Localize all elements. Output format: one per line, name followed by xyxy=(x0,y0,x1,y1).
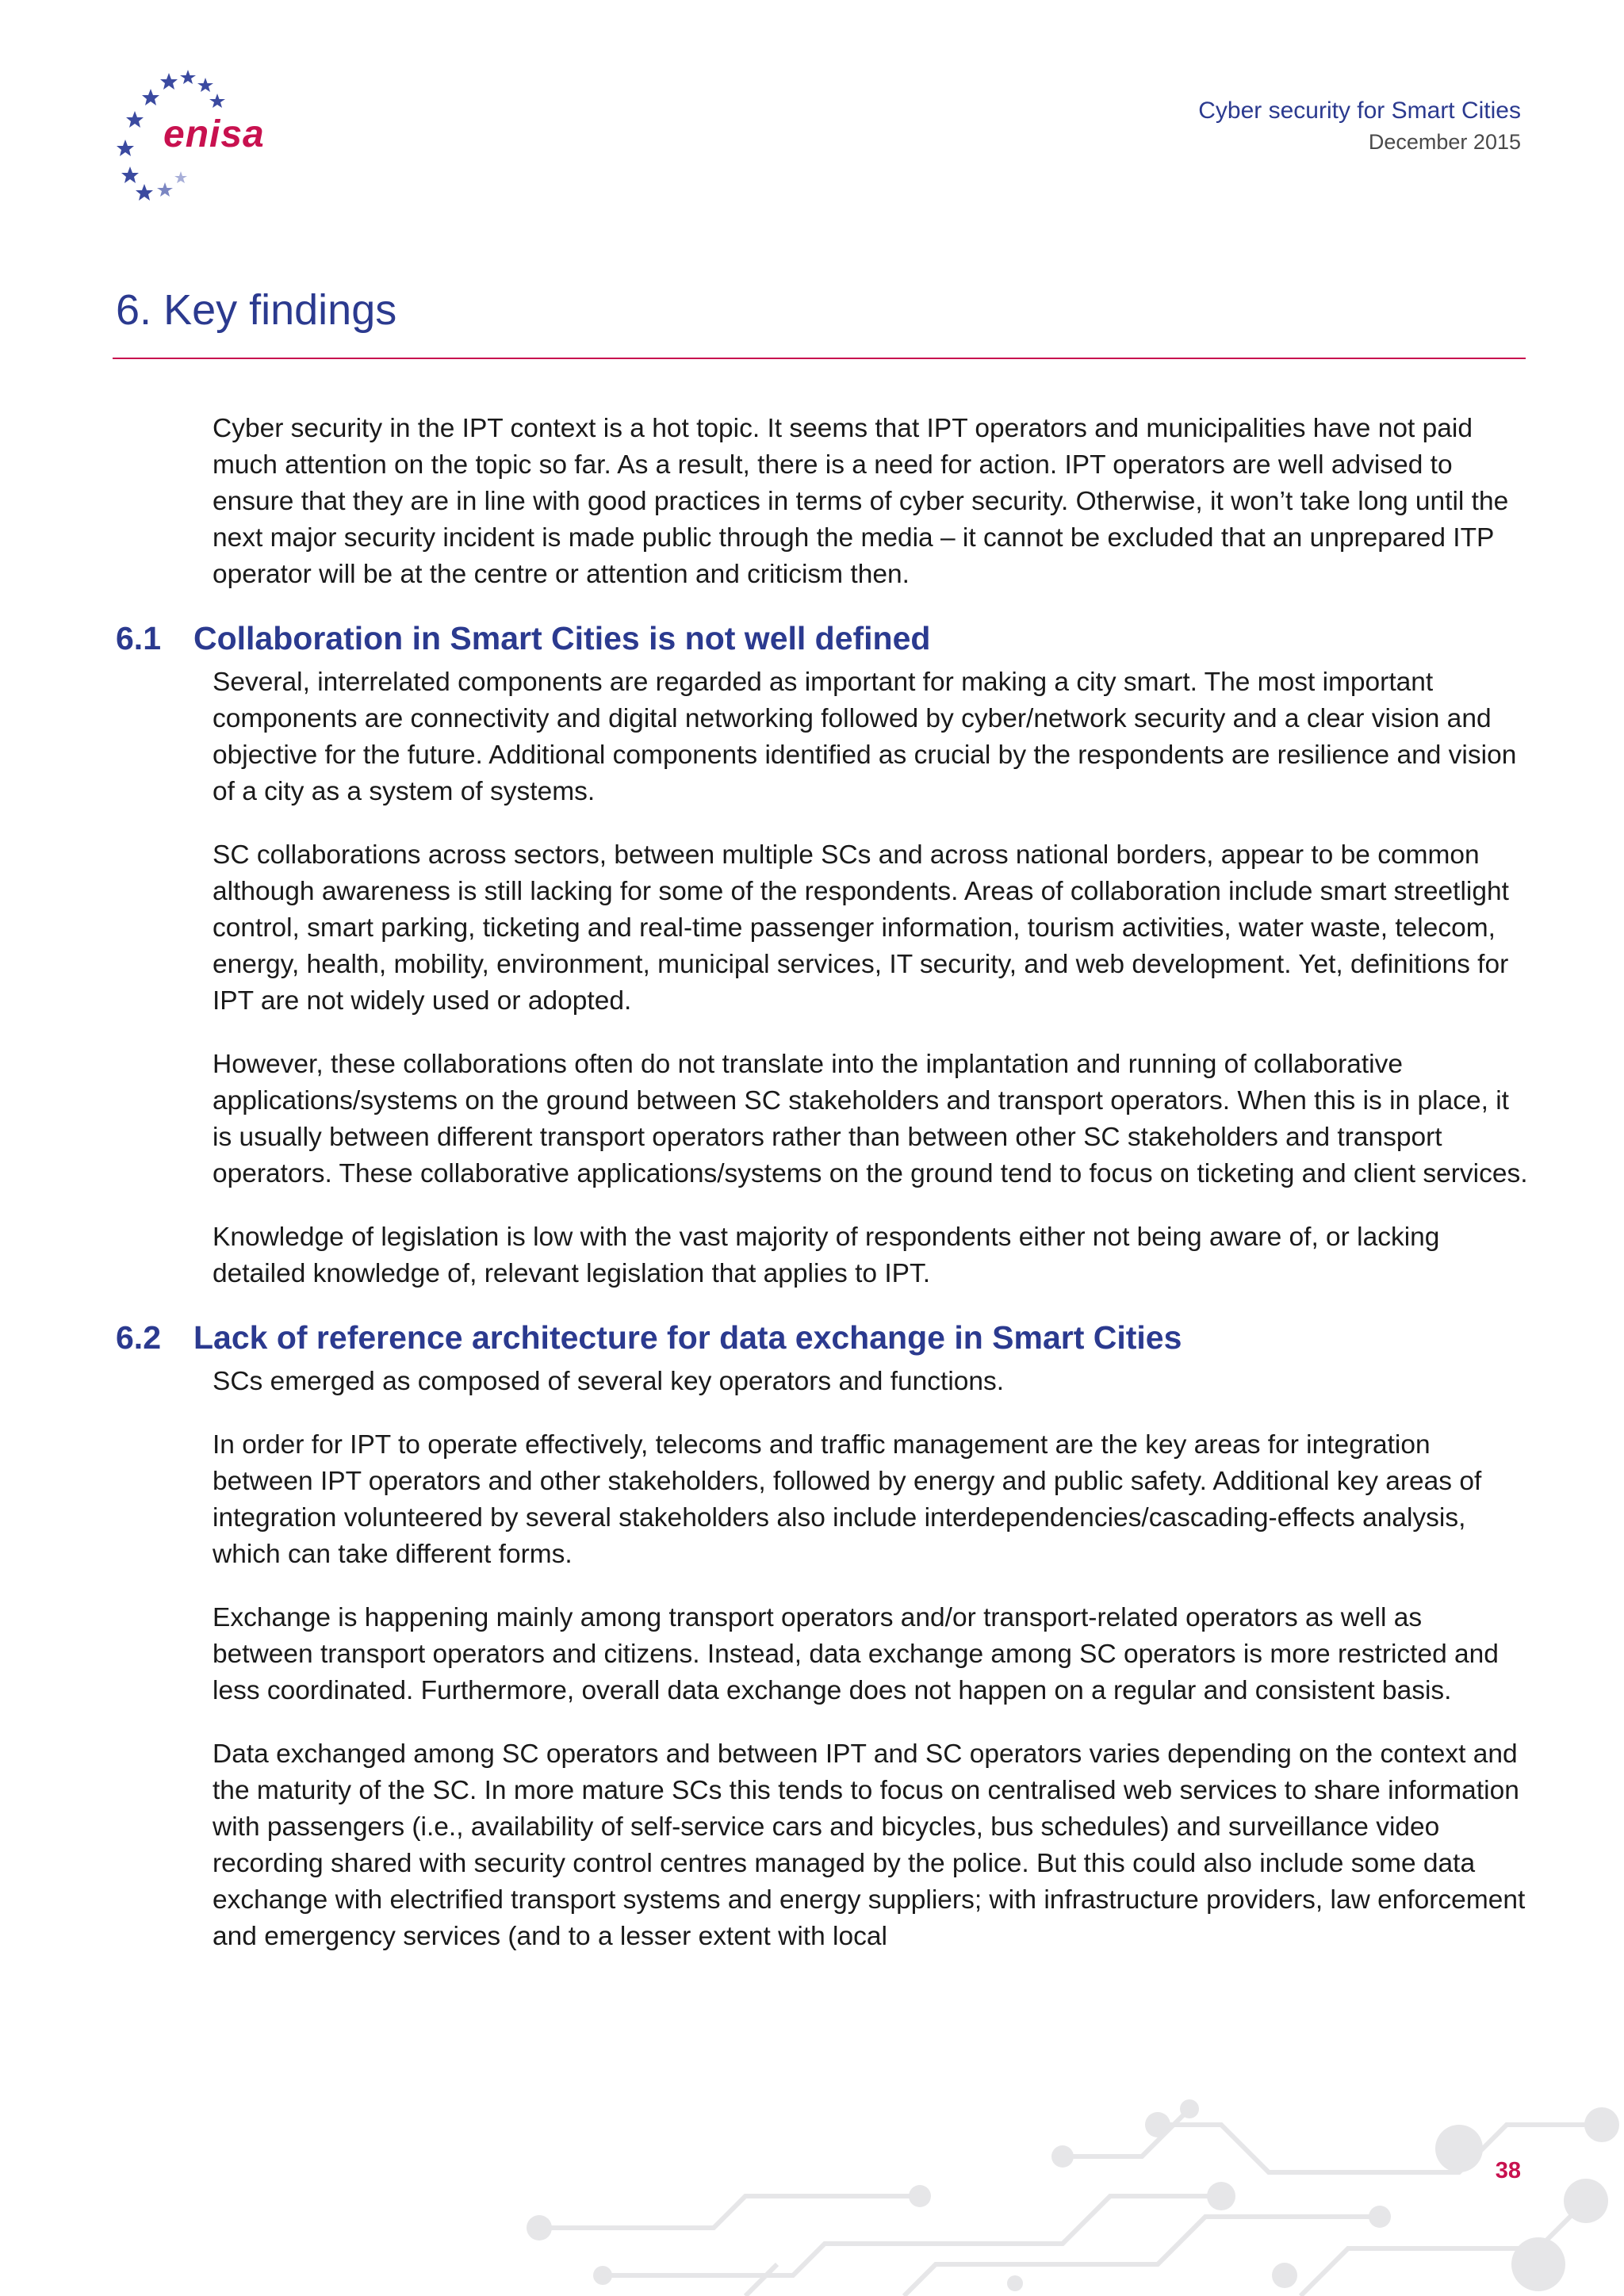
page-number: 38 xyxy=(1495,2158,1521,2183)
paragraph: SCs emerged as composed of several key operators and functions. xyxy=(213,1367,1005,1396)
section-heading-6-1 xyxy=(116,620,1529,664)
section-heading-6-2 xyxy=(116,1319,1529,1364)
section-number: 6.1 xyxy=(116,620,161,656)
running-header xyxy=(1198,95,1521,157)
chapter-number: 6. xyxy=(116,286,152,334)
page-content xyxy=(116,411,1529,1982)
intro-paragraph: Cyber security in the IPT context is a hot topic. It seems that IPT operators and municipalities have not paid much attention on the topic so far. As a result, there is a need for action. IPT operators are well advised to ensure that they are in line with good practices in terms of cyber security. Otherwise, it won’t take long until the next major security incident is made public through the media – it cannot be excluded that an unprepared ITP operator will be at the centre or attention and criticism then. xyxy=(213,414,1509,589)
section-title: Lack of reference architecture for data exchange in Smart Cities xyxy=(193,1319,1182,1356)
paragraph: SC collaborations across sectors, between multiple SCs and across national borders, appear to be common although awareness is still lacking for some of the respondents. Areas of collaboration include smart streetlight control, smart parking, ticketing and real-time passenger information, tourism activities, water waste, telecom, energy, health, mobility, environment, municipal services, IT security, and web development. Yet, definitions for IPT are not widely used or adopted. xyxy=(213,840,1509,1016)
chapter-divider xyxy=(113,358,1526,359)
document-title: Cyber security for Smart Cities xyxy=(1198,98,1521,124)
chapter-title: Key findings xyxy=(163,286,397,334)
paragraph: Data exchanged among SC operators and between IPT and SC operators varies depending on the context and the maturity of the SC. In more mature SCs this tends to focus on centralised web services to share information with passengers (i.e., availability of self-service cars and bicycles, bus schedules) and surveillance video recording shared with security control centres managed by the police. But this could also include some data exchange with electrified transport systems and energy suppliers; with infrastructure providers, law enforcement and emergency services (and to a lesser extent with local xyxy=(213,1739,1526,1951)
section-number: 6.2 xyxy=(116,1319,161,1356)
circuit-decoration-icon xyxy=(508,2077,1624,2296)
enisa-logo xyxy=(111,67,270,201)
logo-wordmark: enisa xyxy=(163,113,265,155)
section-title: Collaboration in Smart Cities is not well defined xyxy=(193,620,931,656)
document-date: December 2015 xyxy=(1368,130,1521,154)
paragraph: However, these collaborations often do not translate into the implantation and running of collaborative applications/systems on the ground between SC stakeholders and transport operators. When this is in place, it is usually between different transport operators rather than between other SC stakeholders and transport operators. These collaborative applications/systems on the ground tend to focus on ticketing and client services. xyxy=(213,1050,1528,1188)
chapter-heading xyxy=(116,285,396,335)
paragraph: In order for IPT to operate effectively, telecoms and traffic management are the key areas for integration between IPT operators and other stakeholders, followed by energy and public safety. Additional key areas of integration volunteered by several stakeholders also include interdependencies/cascading-effects analysis, which can take different forms. xyxy=(213,1430,1482,1569)
paragraph: Several, interrelated components are regarded as important for making a city smart. The most important components are connectivity and digital networking followed by cyber/network security and a clear vision and objective for the future. Additional components identified as crucial by the respondents are resilience and vision of a city as a system of systems. xyxy=(213,668,1517,806)
paragraph: Exchange is happening mainly among transport operators and/or transport-related operators as well as between transport operators and citizens. Instead, data exchange among SC operators is more restricted and less coordinated. Furthermore, overall data exchange does not happen on a regular and consistent basis. xyxy=(213,1603,1499,1705)
paragraph: Knowledge of legislation is low with the vast majority of respondents either not being aware of, or lacking detailed knowledge of, relevant legislation that applies to IPT. xyxy=(213,1223,1440,1288)
